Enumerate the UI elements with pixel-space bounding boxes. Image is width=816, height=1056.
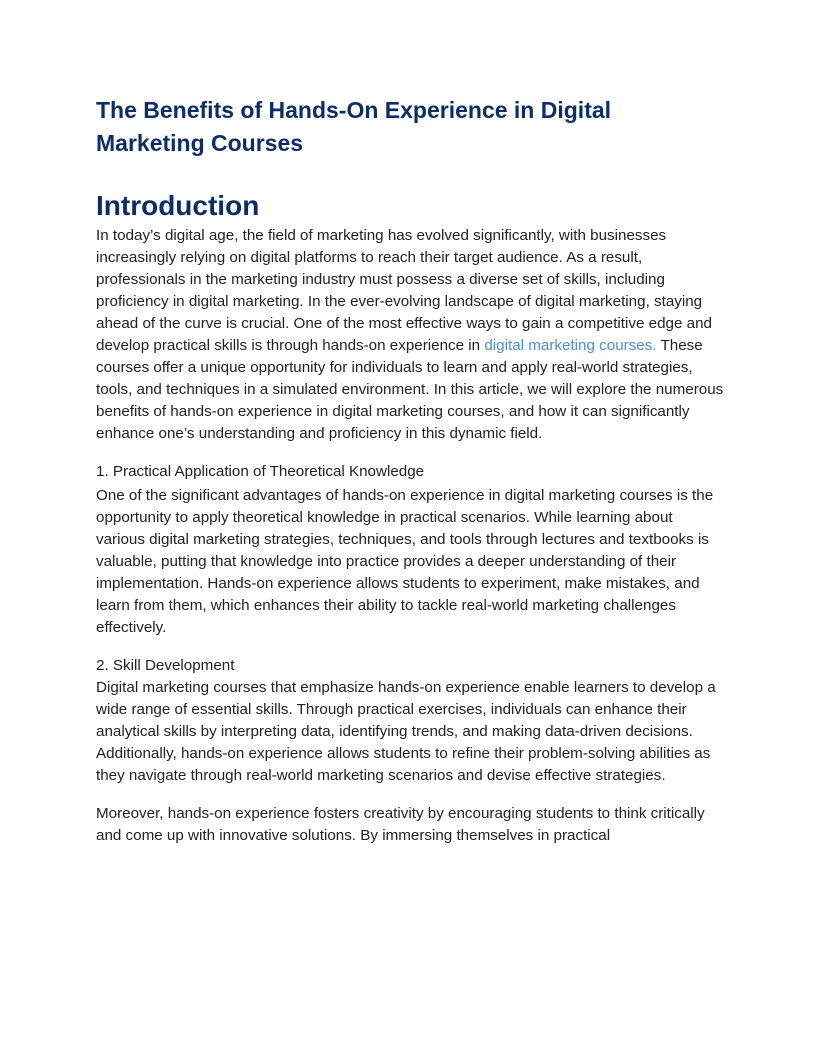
digital-marketing-courses-link[interactable]: digital marketing courses. <box>484 337 657 354</box>
section2-paragraph: Digital marketing courses that emphasize hands-on experience enable learners to develop a wide range of essential skills. Through practical exercises, individuals can enhance their analytical skills by interpreting data, identifying trends, and making data-driven decisions. Additionally, hands-on experience allows students to refine their problem-solving abilities as they navigate through real-world marketing scenarios and devise effective strategies. <box>96 679 716 784</box>
section1-paragraph: One of the significant advantages of hands-on experience in digital marketing courses is the opportunity to apply theoretical knowledge in practical scenarios. While learning about various digital marketing strategies, techniques, and tools through lectures and textbooks is valuable, putting that knowledge into practice provides a deeper understanding of their implementation. Hands-on experience allows students to experiment, make mistakes, and learn from them, which enhances their ability to tackle real-world marketing challenges effectively. <box>96 487 714 636</box>
section1-heading: 1. Practical Application of Theoretical Knowledge <box>96 463 425 480</box>
intro-text-after-link: These courses offer a unique opportunity for individuals to learn and apply real-world strategies, tools, and techniques in a simulated environment. In this article, we will explore the numerous benefits of hands-on experience in digital marketing courses, and how it can significantly enhance one’s understanding and proficiency in this dynamic field. <box>96 337 724 442</box>
spacer <box>96 787 724 803</box>
intro-text-before-link: In today’s digital age, the field of marketing has evolved significantly, with businesses increasingly relying on digital platforms to reach their target audience. As a result, professionals in the marketing industry must possess a diverse set of skills, including proficiency in digital marketing. In the ever-evolving landscape of digital marketing, staying ahead of the curve is crucial. One of the most effective ways to gain a competitive edge and develop practical skills is through hands-on experience in <box>96 227 713 354</box>
section2-heading: 2. Skill Development <box>96 657 235 674</box>
section2-paragraph-2: Moreover, hands-on experience fosters creativity by encouraging students to think critically and come up with innovative solutions. By immersing themselves in practical <box>96 805 705 844</box>
spacer <box>96 445 724 461</box>
document-page <box>96 94 724 847</box>
document-title: The Benefits of Hands-On Experience in Digital Marketing Courses <box>96 97 612 156</box>
intro-paragraph <box>96 225 724 445</box>
spacer <box>96 639 724 655</box>
intro-heading: Introduction <box>96 190 260 221</box>
